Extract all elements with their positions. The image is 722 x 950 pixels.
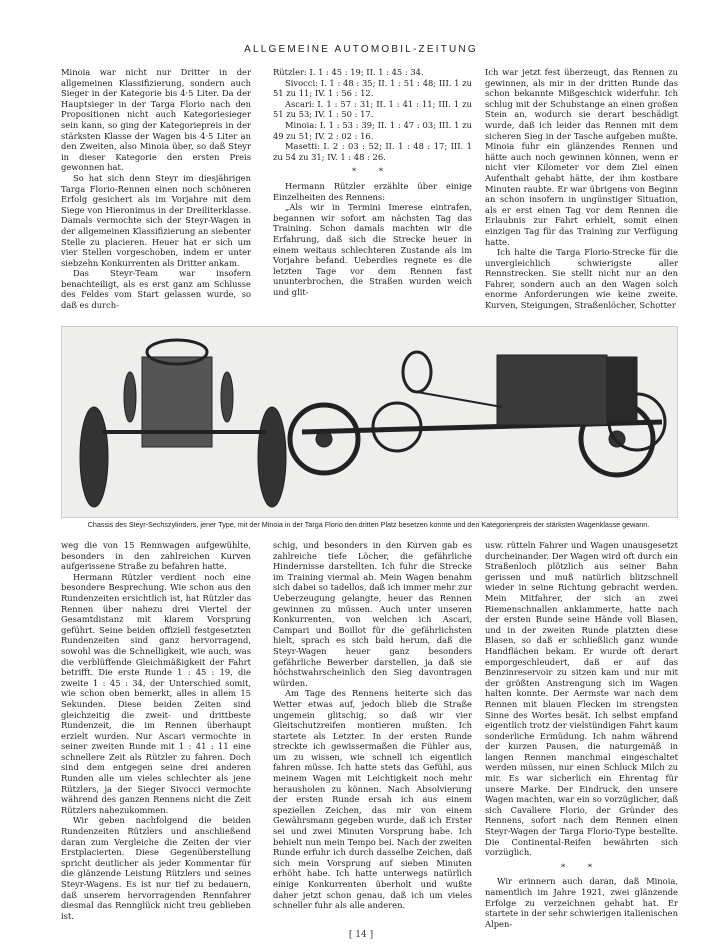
column-6 xyxy=(485,540,678,929)
paragraph: Minoia war nicht nur Dritter in der allgemeinen Klassifizierung, sondern auch Sieger in der Kategorie bis 4·5 Liter. Da der Hauptsieger in der Targa Florio nach den Propositionen nicht auch Kategoriesieger sein kann, so ging der Kategoriepreis in der stärksten Klasse der Wagen bis 4·5 Liter an den Zweiten, also Minoia über, so daß Steyr in dieser Kategorie den ersten Preis gewonnen hat. xyxy=(61,67,251,173)
column-3 xyxy=(485,67,678,311)
column-1 xyxy=(61,67,251,311)
paragraph: So hat sich denn Steyr im diesjährigen Targa Florio-Rennen einen noch schöneren Erfolg gesichert als im Vorjahre mit dem Siege von Hieronimus in der Dreiliterklasse. Damals vermochte sich der Steyr-Wagen in der allgemeinen Klassifizierung an siebenter Stelle zu placieren. Heuer hat er sich um vier Stellen vorgeschoben, indem er unter siebzehn Konkurrenten als Dritter ankam. xyxy=(61,172,251,268)
paragraph: schig, und besonders in den Kurven gab es zahlreiche tiefe Löcher, die gefährliche Hindernisse darstellten. Ich fuhr die Strecke im Training viermal ab. Mein Wagen benahm sich dabei so tadellos, daß ich immer mehr zur Ueberzeugung gelangte, heuer das Rennen gewinnen zu müssen. Auch unter unseren Konkurrenten, von welchen ich Ascari, Campari und Boillot für die gefährlichsten hielt, sprach es sich bald herum, daß die Steyr-Wagen heuer ganz besonders gefährliche Bewerber darstellen, ja daß sie höchstwahrscheinlich den Sieg davontragen würden. xyxy=(273,540,472,688)
paragraph: Wir erinnern auch daran, daß Minoia, namentlich im Jahre 1921, zwei glänzende Erfolge zu verzeichnen gehabt hat. Er startete in der sehr schwierigen italienischen Alpen- xyxy=(485,876,678,929)
figure-caption: Chassis des Steyr-Sechszylinders, jener Type, mit der Minoia in der Targa Florio den dritten Platz besetzen konnte und den Kategorienpreis der stärksten Wagenklasse gewann. xyxy=(87,520,650,529)
round-times: Ascari: I. 1 : 57 : 31; II. 1 : 41 : 11; III. 1 zu 51 zu 53; IV. 1 : 50 : 17. xyxy=(273,98,472,120)
round-times: Minoia: I. 1 : 53 : 39; II. 1 : 47 : 03; III. 1 zu 49 zu 51; IV. 2 : 02 : 16. xyxy=(273,119,472,141)
paragraph: weg die von 15 Rennwagen aufgewühlte, besonders in den zahlreichen Kurven aufgerissene Straße zu befahren hatte. xyxy=(61,540,251,572)
paragraph: Ich war jetzt fest überzeugt, das Rennen zu gewinnen, als mir in der dritten Runde das schon bekannte Mißgeschick widerfuhr. Ich schlug mit der Schubstange an einen großen Stein an, wodurch sie derart beschädigt wurde, daß ich leider das Rennen mit dem sicheren Sieg in der Tasche aufgeben mußte. Minoia fuhr ein glänzendes Rennen und hätte auch noch gewinnen können, wenn er nicht vier Kilometer vor dem Ziel einen Aufenthalt gehabt hätte, der ihm kostbare Minuten raubte. Er war übrigens von Beginn an schon insofern in ungünstiger Situation, als er erst einen Tag vor dem Rennen die Erlaubnis zur Fahrt erhielt, somit einen einzigen Tag für das Training zur Verfügung hatte. xyxy=(485,67,678,247)
page-number: [ 14 ] xyxy=(348,930,374,940)
paragraph: Das Steyr-Team war insofern benachteiligt, als es erst ganz am Schlusse des Feldes vom Start gelassen wurde, so daß es durch- xyxy=(61,268,251,311)
column-5 xyxy=(273,540,472,911)
paragraph: Hermann Rützler erzählte über einige Einzelheiten des Rennens: xyxy=(273,180,472,202)
round-times: Sivocci: I. 1 : 48 : 35; II. 1 : 51 : 48; III. 1 zu 51 zu 11; IV. 1 : 56 : 12. xyxy=(273,77,472,99)
separator: * * xyxy=(561,861,602,872)
column-4 xyxy=(61,540,251,921)
paragraph: Hermann Rützler verdient noch eine besondere Besprechung. Wie schon aus den Rundenzeiten ersichtlich ist, hat Rützler das Rennen über nahezu drei Viertel der Gesamtdistanz mit klarem Vorsprung geführt. Seine beiden offiziell festgesetzten Rundenzeiten sind ganz hervorragend, sowohl was die Schnelligkeit, wie auch, was die verblüffende Gleichmäßigkeit der Fahrt betrifft. Die erste Runde 1 : 45 : 19, die zweite 1 : 45 : 34, der Unterschied somit, wie schon oben bemerkt, alles in allem 15 Sekunden. Diese beiden Zeiten sind gleichzeitig die zweit- und drittbeste Rundenzeit, die im Rennen überhaupt erzielt wurden. Nur Ascari vermochte in seiner zweiten Runde mit 1 : 41 : 11 eine schnellere Zeit als Rützler zu fahren. Doch sind dem entgegen seine drei anderen Runden alle um vieles schlechter als jene Rützlers, ja der Sieger Sivocci vermochte während des ganzen Rennens nicht die Zeit Rützlers nahezukommen. xyxy=(61,571,251,815)
chassis-photo xyxy=(61,326,678,518)
chassis-illustration xyxy=(62,327,677,517)
paragraph: Ich halte die Targa Florio-Strecke für die unvergleichlich schwierigste aller Rennstrecken. Sie stellt nicht nur an den Fahrer, sondern auch an den Wagen solch enorme Anforderungen wie keine zweite. Kurven, Steigungen, Straßenlöcher, Schotter xyxy=(485,247,678,311)
round-times: Rützler: I. 1 : 45 : 19; II. 1 : 45 : 34. xyxy=(273,67,424,77)
round-times: Masetti: I. 2 : 03 : 52; II. 1 : 48 : 17; III. 1 zu 54 zu 31; IV. 1 : 48 : 26. xyxy=(273,141,472,162)
paragraph: usw. rütteln Fahrer und Wagen unausgesetzt durcheinander. Der Wagen wird oft durch ein Straßenloch plötzlich aus seiner Bahn gerissen und muß natürlich blitzschnell wieder in seine Richtung gebracht werden. Mein Mitfahrer, der sich an zwei Riemenschnallen anklammerte, hatte nach der ersten Runde seine Hände voll Blasen, und in der zweiten Runde platzten diese Blasen, so daß er schließlich ganz wunde Handflächen bekam. Er wurde oft derart emporgeschleudert, daß er auf das Benzinreservoir zu sitzen kam und nur mit der größten Anstrengung sich im Wagen halten konnte. Der Aermste war nach dem Rennen mit blauen Flecken im strengsten Sinne des Wortes besät. Ich selbst empfand eigentlich trotz der vielstündigen Fahrt kaum sonderliche Ermüdung. Ich nahm während der kurzen Pausen, die naturgemäß in langen Rennen manchmal eingeschaltet werden müssen, nur einen Schluck Milch zu mir. Es war sicherlich ein Ehrentag für unsere Marke. Der Eindruck, den unsere Wagen machten, war ein so vorzüglicher, daß sich Cavaliere Florio, der Gründer des Rennens, sofort nach dem Rennen einen Steyr-Wagen der Targa Florio-Type bestellte. Die Continental-Reifen bewährten sich vorzüglich. xyxy=(485,540,678,858)
page-header: ALLGEMEINE AUTOMOBIL-ZEITUNG xyxy=(244,44,478,55)
paragraph: Wir geben nachfolgend die beiden Rundenzeiten Rützlers und anschließend daran zum Vergleiche die Zeiten der vier Erstplacierten. Diese Gegenüberstellung spricht deutlicher als jeder Kommentar für die glänzende Leistung Rützlers und seines Steyr-Wagens. Es ist nur tief zu bedauern, daß unserem hervorragenden Rennfahrer diesmal das Rennglück nicht treu geblieben ist. xyxy=(61,815,251,921)
column-2 xyxy=(273,67,472,297)
paragraph: Am Tage des Rennens heiterte sich das Wetter etwas auf, jedoch blieb die Straße ungemein glitschig, so daß wir vier Gleitschutzreifen montieren mußten. Ich startete als Letzter. In der ersten Runde streckte ich gewissermaßen die Fühler aus, um zu wissen, wie schnell ich eigentlich fahren müsse. Ich hatte stets das Gefühl, aus meinem Wagen mit Leichtigkeit noch mehr herausholen zu können. Nach Absolvierung der ersten Runde ersah ich aus einem speziellen Zeichen, das mir von einem Gewährsmann gegeben wurde, daß ich Erster sei und zwei Minuten Vorsprung habe. Ich behielt nun mein Tempo bei. Nach der zweiten Runde erfuhr ich durch dasselbe Zeichen, daß sich mein Vorsprung auf sieben Minuten erhöht habe. Ich hatte unterwegs natürlich einige Konkurrenten überholt und wußte daher jetzt schon genau, daß ich um vieles schneller fuhr als alle anderen. xyxy=(273,688,472,911)
paragraph: „Als wir in Termini Imerese eintrafen, begannen wir sofort am nächsten Tag das Training. Schon damals machten wir die Erfahrung, daß sich die Strecke heuer in einem weitaus schlechteren Zustande als im Vorjahre befand. Ueberdies regnete es die letzten Tage vor dem Rennen fast ununterbrochen, die Straßen wurden weich und glit- xyxy=(273,202,472,297)
separator: * * xyxy=(352,166,393,177)
